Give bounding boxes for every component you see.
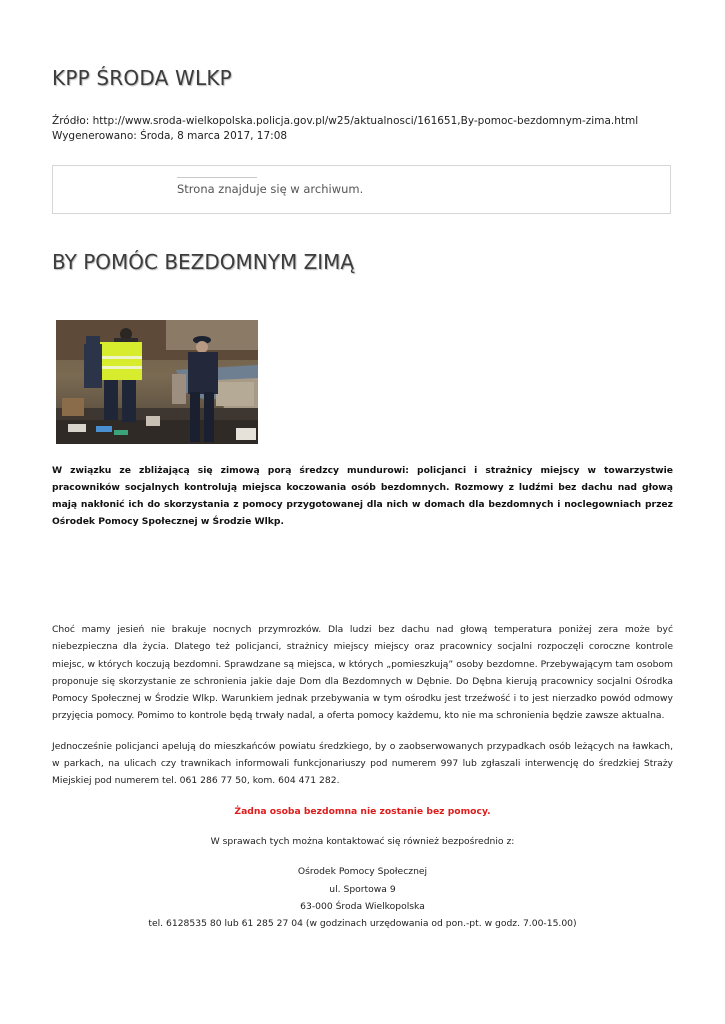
source-url[interactable]: Źródło: http://www.sroda-wielkopolska.policja.gov.pl/w25/aktualnosci/161651,By-pomoc-bezdomnym-zima.html <box>52 115 639 127</box>
document-meta <box>52 114 638 144</box>
warning-text: Żadna osoba bezdomna nie zostanie bez pomocy. <box>234 805 491 817</box>
paragraph: Choć mamy jesień nie brakuje nocnych przymrozków. Dla ludzi bez dachu nad głową temperatura poniżej zera może być niebezpieczna dla życia. Dlatego też policjanci, strażnicy miejscy miejscy oraz pracownicy socjalni rozpoczęli coroczne kontrole miejsc, w których koczują bezdomni. Sprawdzane są miejsca, w których „pomieszkują” osoby bezdomne. Przebywającym tam osobom proponuje się skorzystanie ze schronienia jakie daje Dom dla Bezdomnych w Dębnie. Do Dębna kierują pracownicy socjalni Ośrodka Pomocy Społecznej w Środzie Wlkp. Warunkiem jednak przebywania w tym ośrodku jest trzeźwość i to jest nierzadko powód odmowy przyjęcia pomocy. Pomimo to kontrole będą trwały nadal, a oferta pomocy każdemu, kto nie ma schronienia będzie zawsze aktualna. <box>52 624 673 722</box>
contact-line: ul. Sportowa 9 <box>329 883 396 895</box>
article-lead: W związku ze zbliżającą się zimową porą średzcy mundurowi: policjanci i strażnicy miejscy w towarzystwie pracowników socjalnych kontrolują miejsca koczowania osób bezdomnych. Rozmowy z ludźmi bez dachu nad głową mają nakłonić ich do skorzystania z pomocy przygotowanej dla nich w domach dla bezdomnych i noclegowniach przez Ośrodek Pomocy Społecznej w Środzie Wlkp. <box>52 465 673 527</box>
contact-block <box>52 863 673 932</box>
divider <box>177 177 257 178</box>
generated-date: Wygenerowano: Środa, 8 marca 2017, 17:08 <box>52 130 288 142</box>
article-photo <box>56 320 258 444</box>
paragraph: Jednocześnie policjanci apelują do mieszkańców powiatu średzkiego, by o zaobserwowanych przypadkach osób leżących na ławkach, w parkach, na ulicach czy trawnikach informowali funkcjonariuszy pod numerem 997 lub zgłaszali interwencję do średzkiej Straży Miejskiej pod numerem tel. 061 286 77 50, kom. 604 471 282. <box>52 740 673 787</box>
site-title: KPP ŚRODA WLKP <box>52 66 232 90</box>
contact-line: 63-000 Środa Wielkopolska <box>300 900 425 912</box>
contact-line: Ośrodek Pomocy Społecznej <box>297 866 428 878</box>
archive-notice-box <box>52 165 671 214</box>
contact-line: tel. 6128535 80 lub 61 285 27 04 (w godzinach urzędowania od pon.-pt. w godz. 7.00-15.00) <box>148 918 577 930</box>
article-title: BY POMÓC BEZDOMNYM ZIMĄ <box>52 250 355 274</box>
archive-notice: Strona znajduje się w archiwum. <box>177 182 364 196</box>
contact-intro: W sprawach tych można kontaktować się również bezpośrednio z: <box>210 835 515 847</box>
article-body <box>52 621 673 932</box>
